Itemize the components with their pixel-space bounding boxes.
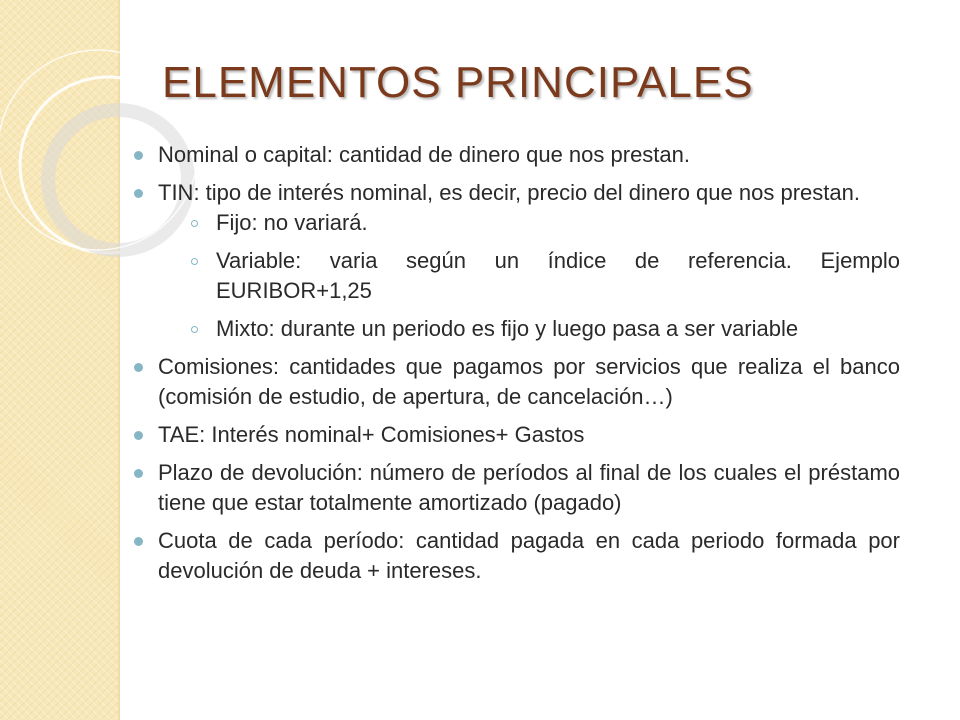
list-item-tin (128, 178, 900, 344)
bullet-icon (134, 363, 143, 372)
sub-bullet-icon (191, 220, 198, 227)
bullet-icon (134, 189, 143, 198)
sub-list-item-text: Mixto: durante un periodo es fijo y luego pasa a ser variable (216, 316, 799, 341)
sub-list-item-fijo (158, 208, 900, 238)
sub-list-item-text: Variable: varia según un índice de referencia. Ejemplo EURIBOR+1,25 (216, 248, 900, 303)
page-title: ELEMENTOS PRINCIPALES (162, 58, 754, 107)
list-item-plazo (128, 458, 900, 518)
sub-list-item-variable (158, 246, 900, 306)
list-item-nominal (128, 140, 900, 170)
list-item-tae (128, 420, 900, 450)
list-item-text: TAE: Interés nominal+ Comisiones+ Gastos (158, 422, 585, 447)
list-item-text: Plazo de devolución: número de períodos al final de los cuales el préstamo tiene que estar totalmente amortizado (pagado) (158, 460, 900, 515)
list-item-text: Comisiones: cantidades que pagamos por servicios que realiza el banco (comisión de estudio, de apertura, de cancelación…) (158, 354, 900, 409)
sub-bullet-icon (191, 258, 198, 265)
bullet-icon (134, 151, 143, 160)
list-item-cuota (128, 526, 900, 586)
bullet-icon (134, 469, 143, 478)
list-item-text: Nominal o capital: cantidad de dinero que nos prestan. (158, 142, 691, 167)
sub-list-item-text: Fijo: no variará. (216, 210, 368, 235)
sub-bullet-icon (191, 326, 198, 333)
list-item-text: Cuota de cada período: cantidad pagada en cada periodo formada por devolución de deuda + intereses. (158, 528, 900, 583)
bullet-icon (134, 431, 143, 440)
sub-list-item-mixto (158, 314, 900, 344)
bullet-icon (134, 537, 143, 546)
bullet-list (128, 140, 900, 594)
list-item-text: TIN: tipo de interés nominal, es decir, precio del dinero que nos prestan. (158, 180, 860, 205)
list-item-comisiones (128, 352, 900, 412)
